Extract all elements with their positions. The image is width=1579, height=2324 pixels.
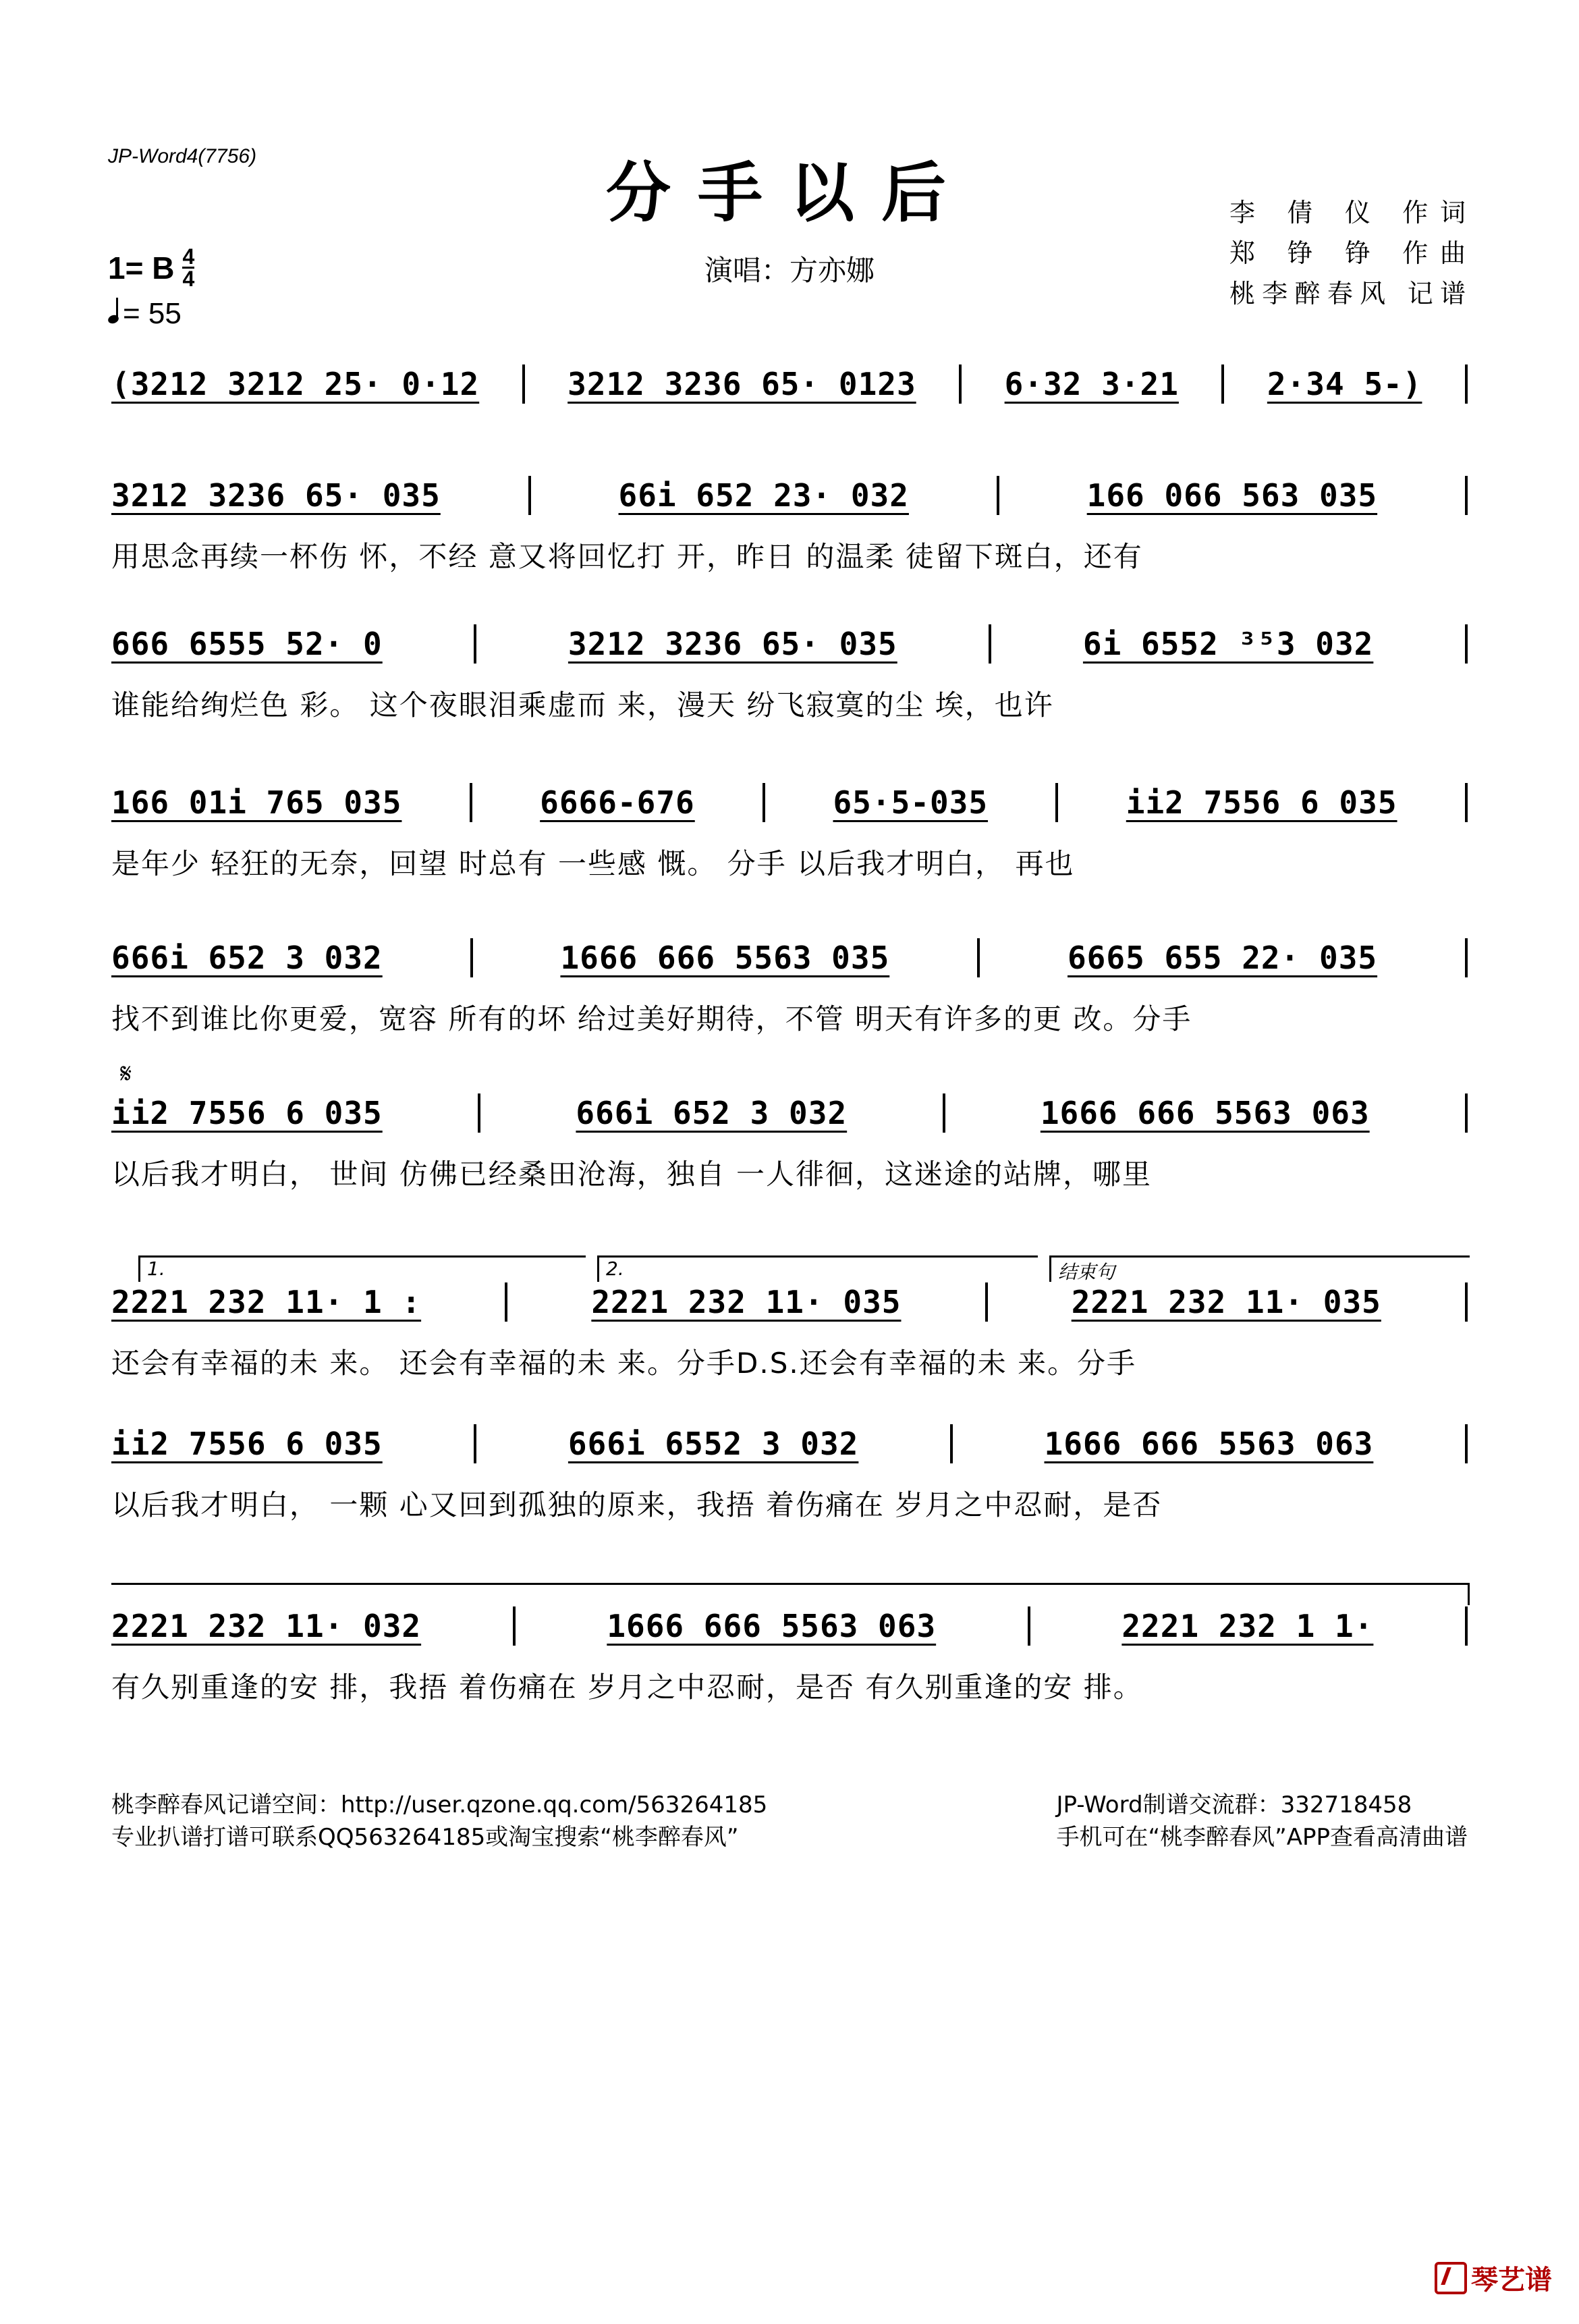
bar-line: [943, 1093, 945, 1135]
footer-right: [1057, 1789, 1468, 1854]
key-signature: [108, 246, 194, 289]
lyrics-row: 有久别重逢的安 排，我捂 着伤痛在 岁月之中忍耐，是否 有久别重逢的安 排。: [111, 1671, 1143, 1704]
credits: [1229, 192, 1466, 314]
bar-line: [522, 364, 525, 406]
footer-left: [111, 1789, 767, 1854]
footer-app: 手机可在“桃李醉春风”APP查看高清曲谱: [1056, 1824, 1468, 1851]
bar-line: [478, 1093, 480, 1135]
song-title: 分手以后: [606, 155, 973, 231]
lyricist-credit: 李 倩 仪 作词: [1229, 198, 1466, 227]
measure: 6·32 3·21: [1004, 366, 1179, 402]
bar-line: [1465, 783, 1468, 825]
singer-credit: 演唱：方亦娜: [704, 254, 875, 287]
measure: 2·34 5-): [1267, 366, 1422, 402]
notation-row: [111, 364, 1468, 406]
measure: 666i 652 3 032: [111, 940, 383, 976]
measure: 2221 232 11· 035: [1071, 1284, 1381, 1320]
measure: 2221 232 11· 1 :: [111, 1284, 422, 1320]
tempo-value: = 55: [123, 297, 182, 330]
logo-text: 琴艺谱: [1471, 2265, 1552, 2296]
notation-row: [111, 783, 1468, 825]
bar-line: [470, 938, 473, 980]
bar-line: [1028, 1606, 1030, 1648]
volta-brackets: [111, 1255, 1468, 1282]
measure: 166 066 563 035: [1086, 477, 1378, 514]
bar-line: [997, 476, 999, 518]
bar-line: [1465, 1424, 1468, 1466]
bar-line: [1465, 364, 1468, 406]
bar-line: [1465, 624, 1468, 666]
bar-line: [474, 624, 476, 666]
key-label: 1= B: [108, 250, 175, 286]
bar-line: [528, 476, 531, 518]
software-version: JP-Word4(7756): [108, 145, 257, 167]
time-top: 4: [182, 244, 195, 269]
volta-first: 1.: [138, 1255, 586, 1282]
notation-row: [111, 624, 1468, 666]
measure: ii2 7556 6 035: [1126, 784, 1397, 821]
bar-line: [1465, 1282, 1468, 1324]
measure: 666 6555 52· 0: [111, 626, 383, 662]
lyrics-row: 谁能给绚烂色 彩。 这个夜眼泪乘虚而 来，漫天 纷飞寂寞的尘 埃，也许: [111, 688, 1054, 722]
volta-second: 2.: [597, 1255, 1038, 1282]
score-line: [111, 938, 1468, 1039]
lyrics-row: [111, 425, 1468, 466]
measure: 65·5-035: [833, 784, 989, 821]
score-line: [111, 364, 1468, 466]
bar-line: [1465, 1093, 1468, 1135]
measure: 1666 666 5563 063: [1040, 1095, 1370, 1131]
score-line: [111, 1424, 1468, 1525]
footer-space-url: 桃李醉春风记谱空间：http://user.qzone.qq.com/563264185: [111, 1791, 768, 1818]
notation-row: [111, 1424, 1468, 1466]
time-signature: [182, 246, 194, 289]
lyrics-row: 找不到谁比你更爱，宽容 所有的坏 给过美好期待，不管 明天有许多的更 改。分手: [111, 1002, 1192, 1035]
final-line-bracket: [111, 1583, 1470, 1605]
composer-credit: 郑 铮 铮 作曲: [1229, 238, 1466, 268]
measure: 1666 666 5563 035: [560, 940, 890, 976]
measure: 1666 666 5563 063: [607, 1608, 937, 1644]
bar-line: [505, 1282, 507, 1324]
measure: (3212 3212 25· 0·12: [111, 366, 480, 402]
measure: 6666-676: [540, 784, 695, 821]
measure: 2221 232 1 1·: [1121, 1608, 1374, 1644]
segno-sign: 𝄋: [120, 1058, 132, 1089]
measure: 666i 6552 3 032: [567, 1426, 859, 1462]
score-line: [111, 476, 1468, 577]
tempo-mark: [108, 297, 182, 331]
measure: ii2 7556 6 035: [111, 1426, 383, 1462]
bar-line: [950, 1424, 953, 1466]
lyrics-row: 是年少 轻狂的无奈，回望 时总有 一些感 慨。 分手 以后我才明白， 再也: [111, 847, 1075, 880]
notation-row: [111, 938, 1468, 980]
bar-line: [959, 364, 962, 406]
measure: 2221 232 11· 035: [591, 1284, 902, 1320]
measure: 3212 3236 65· 035: [567, 626, 897, 662]
measure: 6i 6552 ³⁵3 032: [1082, 626, 1374, 662]
bar-line: [474, 1424, 476, 1466]
measure: 666i 652 3 032: [576, 1095, 848, 1131]
time-bottom: 4: [182, 267, 195, 291]
measure: ii2 7556 6 035: [111, 1095, 383, 1131]
lyrics-row: 以后我才明白， 一颗 心又回到孤独的原来，我捂 着伤痛在 岁月之中忍耐，是否: [111, 1488, 1163, 1521]
score-line: [111, 624, 1468, 726]
score-line: [111, 1282, 1468, 1384]
bar-line: [977, 938, 980, 980]
notation-row: [111, 1606, 1468, 1648]
bar-line: [989, 624, 991, 666]
measure: 3212 3236 65· 035: [111, 477, 441, 514]
score-line: [111, 783, 1468, 884]
lyrics-row: 还会有幸福的未 来。 还会有幸福的未 来。分手D.S.还会有幸福的未 来。分手: [111, 1347, 1137, 1380]
measure: 3212 3236 65· 0123: [567, 366, 916, 402]
measure: 6665 655 22· 035: [1067, 940, 1378, 976]
logo-icon: [1435, 2262, 1467, 2294]
notation-row: [111, 1093, 1468, 1135]
transcriber-credit: 桃李醉春风 记谱: [1229, 279, 1466, 308]
notation-row: [111, 1282, 1468, 1324]
lyrics-row: 以后我才明白， 世间 仿佛已经桑田沧海，独自 一人徘徊，这迷途的站牌，哪里: [111, 1158, 1153, 1191]
measure: 166 01i 765 035: [111, 784, 402, 821]
volta-ending: 结束句: [1049, 1255, 1470, 1282]
footer-contact: 专业扒谱打谱可联系QQ563264185或淘宝搜索“桃李醉春风”: [111, 1824, 739, 1851]
footer-group: JP-Word制谱交流群：332718458: [1056, 1791, 1412, 1818]
score-line: [111, 1093, 1468, 1195]
quarter-note-icon: [108, 300, 117, 323]
footer: [111, 1789, 1468, 1854]
bar-line: [1465, 1606, 1468, 1648]
notation-row: [111, 476, 1468, 518]
bar-line: [985, 1282, 988, 1324]
measure: 1666 666 5563 063: [1044, 1426, 1374, 1462]
bar-line: [1221, 364, 1224, 406]
measure: 2221 232 11· 032: [111, 1608, 422, 1644]
bar-line: [1465, 938, 1468, 980]
bar-line: [1465, 476, 1468, 518]
bar-line: [763, 783, 765, 825]
bar-line: [513, 1606, 516, 1648]
bar-line: [1055, 783, 1058, 825]
lyrics-row: 用思念再续一杯伤 怀，不经 意又将回忆打 开，昨日 的温柔 徒留下斑白，还有: [111, 540, 1143, 573]
measure: 66i 652 23· 032: [618, 477, 909, 514]
score-line: [111, 1606, 1468, 1708]
bar-line: [470, 783, 472, 825]
site-logo[interactable]: [1435, 2259, 1552, 2297]
